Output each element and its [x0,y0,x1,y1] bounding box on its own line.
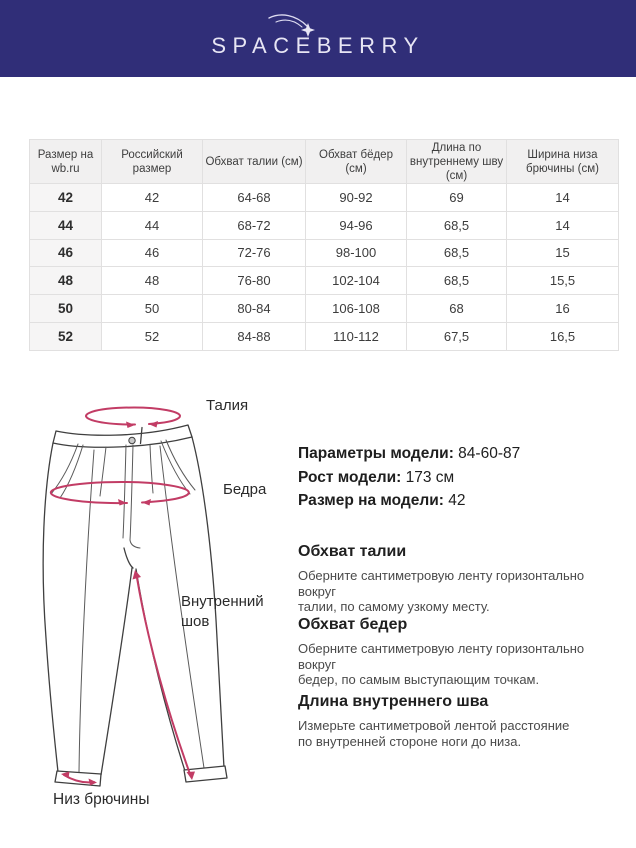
waist-measure-ellipse [86,408,180,425]
size-row [30,184,619,212]
table-cell: 50 [102,295,203,323]
header-cell: Ширина низа брючины (см) [507,140,619,184]
table-cell: 14 [507,211,619,239]
cuffs [55,766,227,786]
table-cell: 68,5 [407,267,507,295]
header-cell: Длина по внутреннему шву (см) [407,140,507,184]
table-cell: 69 [407,184,507,212]
size-row [30,295,619,323]
header-cell: Обхват бёдер (см) [306,140,407,184]
table-cell: 44 [102,211,203,239]
waist-button [129,437,135,443]
size-row [30,322,619,350]
guide-title: Обхват талии [298,543,407,560]
model-height-line: Рост модели: 173 см [298,468,455,486]
size-row [30,211,619,239]
table-cell: 50 [30,295,102,323]
table-cell: 52 [102,322,203,350]
brand-logo-text: SPACEBERRY [211,33,425,58]
guide-waist [298,543,598,615]
table-cell: 15,5 [507,267,619,295]
model-params-line: Параметры модели: 84-60-87 [298,445,521,462]
table-cell: 94-96 [306,211,407,239]
table-cell: 98-100 [306,239,407,267]
table-cell: 48 [30,267,102,295]
guide-hips [298,616,598,688]
brand-header [0,0,636,77]
guide-title: Обхват бедер [298,616,408,633]
table-cell: 68 [407,295,507,323]
table-cell: 68,5 [407,211,507,239]
left-cuff [55,771,101,786]
table-cell: 46 [30,239,102,267]
table-cell: 14 [507,184,619,212]
header-cell: Размер на wb.ru [30,140,102,184]
table-cell: 106-108 [306,295,407,323]
table-cell: 76-80 [203,267,306,295]
model-size-line: Размер на модели: 42 [298,492,466,509]
table-cell: 42 [102,184,203,212]
size-table-header-row [30,140,619,184]
table-cell: 46 [102,239,203,267]
size-row [30,267,619,295]
table-cell: 52 [30,322,102,350]
table-cell: 84-88 [203,322,306,350]
pants-diagram [20,388,300,833]
table-cell: 48 [102,267,203,295]
header-cell: Российский размер [102,140,203,184]
table-cell: 90-92 [306,184,407,212]
guide-inseam [298,693,598,749]
table-cell: 16,5 [507,322,619,350]
guide-text: Измерьте сантиметровой лентой расстояние по внутренней стороне ноги до низа. [298,718,570,749]
measurement-marks [51,408,190,783]
inseam-label: Внутренний шов [181,593,264,630]
table-cell: 42 [30,184,102,212]
table-cell: 67,5 [407,322,507,350]
model-info [298,442,520,513]
hem-label: Низ брючины [53,791,150,808]
guide-title: Длина внутреннего шва [298,693,489,710]
left-inner-seam [101,568,132,775]
right-pocket [166,440,195,490]
fly-line [123,445,126,538]
waistband [53,425,192,447]
table-cell: 110-112 [306,322,407,350]
table-cell: 72-76 [203,239,306,267]
table-cell: 102-104 [306,267,407,295]
table-cell: 15 [507,239,619,267]
waist-label: Талия [206,397,249,414]
size-table [29,139,619,351]
left-crease [79,450,94,773]
table-cell: 80-84 [203,295,306,323]
guide-text: Оберните сантиметровую ленту горизонтально вокруг талии, по самому узкому месту. [298,568,585,614]
hips-label: Бедра [223,481,267,498]
table-cell: 44 [30,211,102,239]
size-row [30,239,619,267]
table-cell: 68-72 [203,211,306,239]
guide-text: Оберните сантиметровую ленту горизонтально вокруг бедер, по самым выступающим точкам. [298,641,585,687]
header-cell: Обхват талии (см) [203,140,306,184]
table-cell: 16 [507,295,619,323]
table-cell: 64-68 [203,184,306,212]
table-cell: 68,5 [407,239,507,267]
